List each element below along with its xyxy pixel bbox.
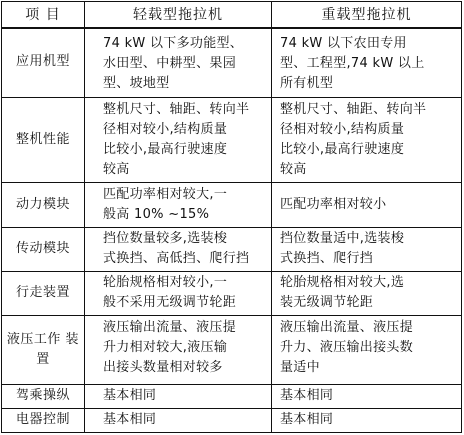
row-divider xyxy=(2,97,461,98)
row-label-transmission-module: 传动模块 xyxy=(15,241,70,256)
cell-light-power: 匹配功率相对较大,一 般高 10% ~15% xyxy=(103,187,228,222)
header-item: 项 目 xyxy=(25,7,61,23)
row-label-driving-operation: 驾乘操纵 xyxy=(15,388,70,403)
row-label-electrical-control: 电器控制 xyxy=(15,412,70,427)
comparison-table xyxy=(1,1,462,433)
cell-heavy-running-gear: 轮胎规格相对较大,选 装无级调节轮距 xyxy=(280,275,405,310)
cell-heavy-application: 74 kW 以下农田专用 型、工程型,74 kW 以上 所有机型 xyxy=(280,36,425,91)
row-divider xyxy=(2,227,461,228)
cell-light-electrical: 基本相同 xyxy=(103,412,157,427)
cell-heavy-performance: 整机尺寸、轴距、转向半 径相对较小,结构质量 比较小,最高行驶速度 较高 xyxy=(280,102,427,177)
cell-heavy-hydraulic: 液压输出流量、液压提 升力、液压输出接头数 量适中 xyxy=(280,320,414,375)
cell-light-application: 74 kW 以下多功能型、 水田型、中耕型、果园 型、坡地型 xyxy=(103,36,244,91)
cell-heavy-electrical: 基本相同 xyxy=(280,412,334,427)
column-divider xyxy=(271,2,272,432)
row-label-running-gear: 行走装置 xyxy=(15,285,70,300)
header-light-tractor: 轻载型拖拉机 xyxy=(133,7,223,23)
row-label-power-module: 动力模块 xyxy=(15,197,70,212)
header-heavy-tractor: 重载型拖拉机 xyxy=(321,7,412,23)
cell-light-driving: 基本相同 xyxy=(103,388,157,403)
cell-light-running-gear: 轮胎规格相对较小,一 般不采用无级调节轮距 xyxy=(103,275,237,310)
row-divider xyxy=(2,384,461,385)
row-divider xyxy=(2,271,461,272)
row-label-hydraulic-implement: 液压工作 装置 xyxy=(6,332,80,367)
cell-light-performance: 整机尺寸、轴距、转向半 径相对较小,结构质量 比较小,最高行驶速度 较高 xyxy=(103,102,250,177)
cell-light-transmission: 挡位数量较多,选装梭 式换挡、高低挡、爬行挡 xyxy=(103,231,250,266)
cell-heavy-driving: 基本相同 xyxy=(280,388,334,403)
row-divider xyxy=(2,182,461,183)
row-divider xyxy=(2,315,461,316)
row-label-overall-performance: 整机性能 xyxy=(15,132,70,147)
cell-heavy-transmission: 挡位数量适中,选装梭 式换挡、爬行挡 xyxy=(280,231,405,266)
cell-heavy-power: 匹配功率相对较小 xyxy=(280,197,387,212)
cell-light-hydraulic: 液压输出流量、液压提 升力相对较大,液压输 出接头数量相对较多 xyxy=(103,320,237,375)
column-divider xyxy=(84,2,85,432)
row-divider xyxy=(2,408,461,409)
row-label-application-models: 应用机型 xyxy=(15,54,70,69)
